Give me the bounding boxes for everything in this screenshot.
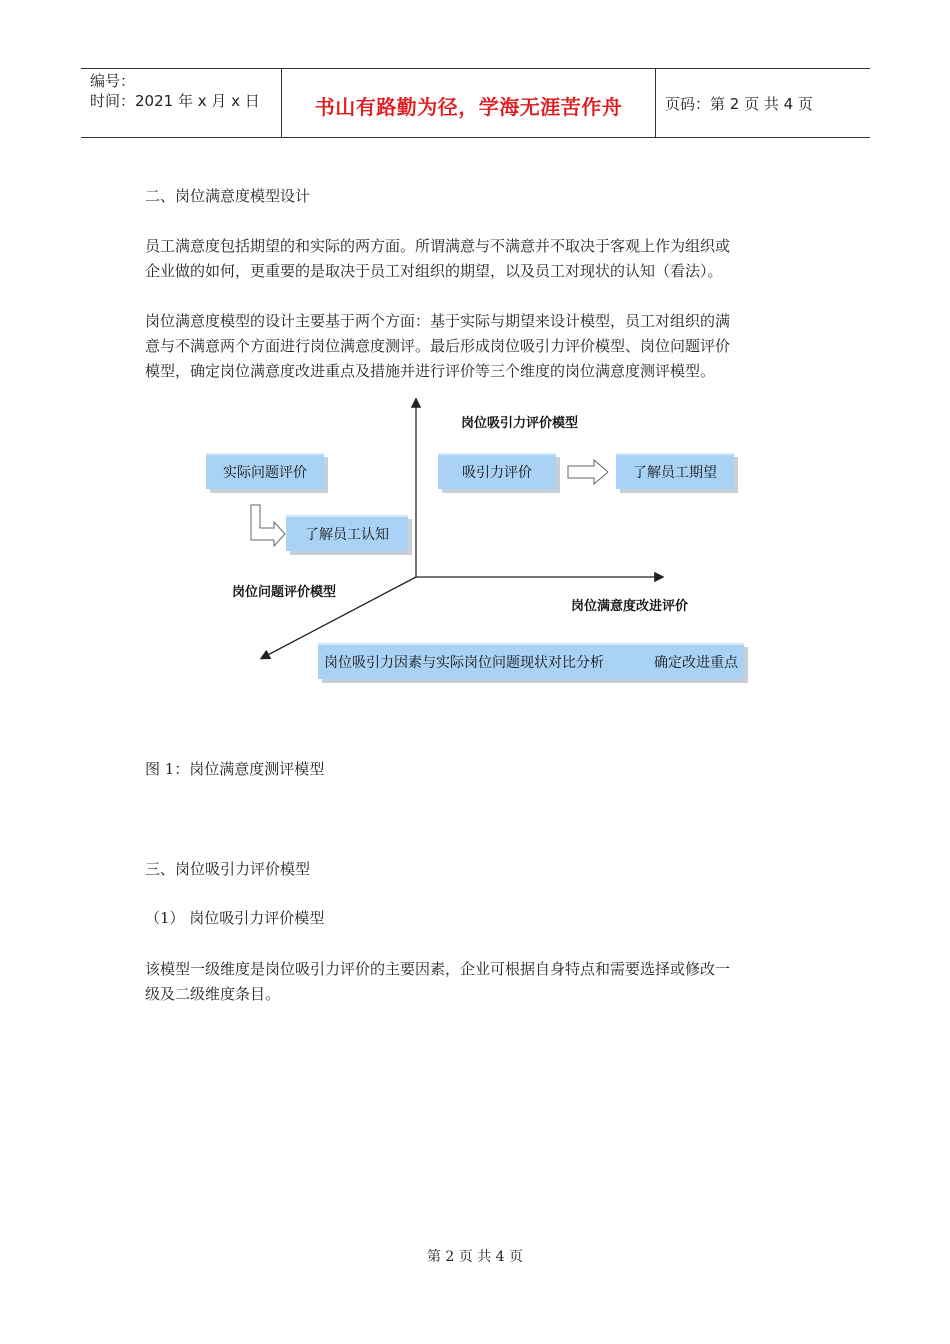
header-table xyxy=(81,68,870,138)
time-label: 时间：2021 年 x 月 x 日 xyxy=(90,92,260,110)
box-understand-cognition: 了解员工认知 xyxy=(286,515,408,551)
number-label: 编号： xyxy=(90,72,136,90)
paragraph-1-line-1: 员工满意度包括期望的和实际的两方面。所谓满意与不满意并不取决于客观上作为组织或 xyxy=(145,237,731,255)
box-understand-expectation: 了解员工期望 xyxy=(616,453,734,489)
box-actual-problem: 实际问题评价 xyxy=(206,453,324,489)
bent-arrow-icon xyxy=(251,505,285,546)
box-attraction: 吸引力评价 xyxy=(438,453,556,489)
subsection1-title: （1） 岗位吸引力评价模型 xyxy=(145,909,325,927)
page-label: 页码：第 2 页 共 4 页 xyxy=(665,95,813,113)
header-motto-cell xyxy=(281,69,656,137)
section2-title: 二、岗位满意度模型设计 xyxy=(145,187,311,205)
satisfaction-model-diagram xyxy=(150,380,770,690)
header-page-cell xyxy=(655,69,870,137)
box-analysis-text: 岗位吸引力因素与实际岗位问题现状对比分析 xyxy=(324,655,604,671)
page-footer: 第 2 页 共 4 页 xyxy=(426,1249,524,1265)
paragraph-3-line-2: 级及二级维度条目。 xyxy=(145,985,281,1003)
axis-left-label: 岗位问题评价模型 xyxy=(232,585,337,600)
box-analysis-row xyxy=(318,643,744,679)
right-arrow-icon xyxy=(568,460,608,484)
paragraph-2-line-3: 模型，确定岗位满意度改进重点及措施并进行评价等三个维度的岗位满意度测评模型。 xyxy=(145,362,716,380)
header-info-cell xyxy=(81,69,281,137)
axis-right-label: 岗位满意度改进评价 xyxy=(571,599,689,614)
paragraph-2-line-2: 意与不满意两个方面进行岗位满意度测评。最后形成岗位吸引力评价模型、岗位问题评价 xyxy=(145,337,731,355)
box-key-points-text: 确定改进重点 xyxy=(654,655,738,671)
motto-text: 书山有路勤为径，学海无涯苦作舟 xyxy=(314,95,623,119)
paragraph-1-line-2: 企业做的如何，更重要的是取决于员工对组织的期望，以及员工对现状的认知（看法）。 xyxy=(145,262,723,280)
section3-title: 三、岗位吸引力评价模型 xyxy=(145,860,311,878)
axis-top-label: 岗位吸引力评价模型 xyxy=(461,416,579,431)
figure-caption: 图 1：岗位满意度测评模型 xyxy=(145,760,325,778)
paragraph-2-line-1: 岗位满意度模型的设计主要基于两个方面：基于实际与期望来设计模型，员工对组织的满 xyxy=(145,312,731,330)
paragraph-3-line-1: 该模型一级维度是岗位吸引力评价的主要因素，企业可根据自身特点和需要选择或修改一 xyxy=(145,960,731,978)
